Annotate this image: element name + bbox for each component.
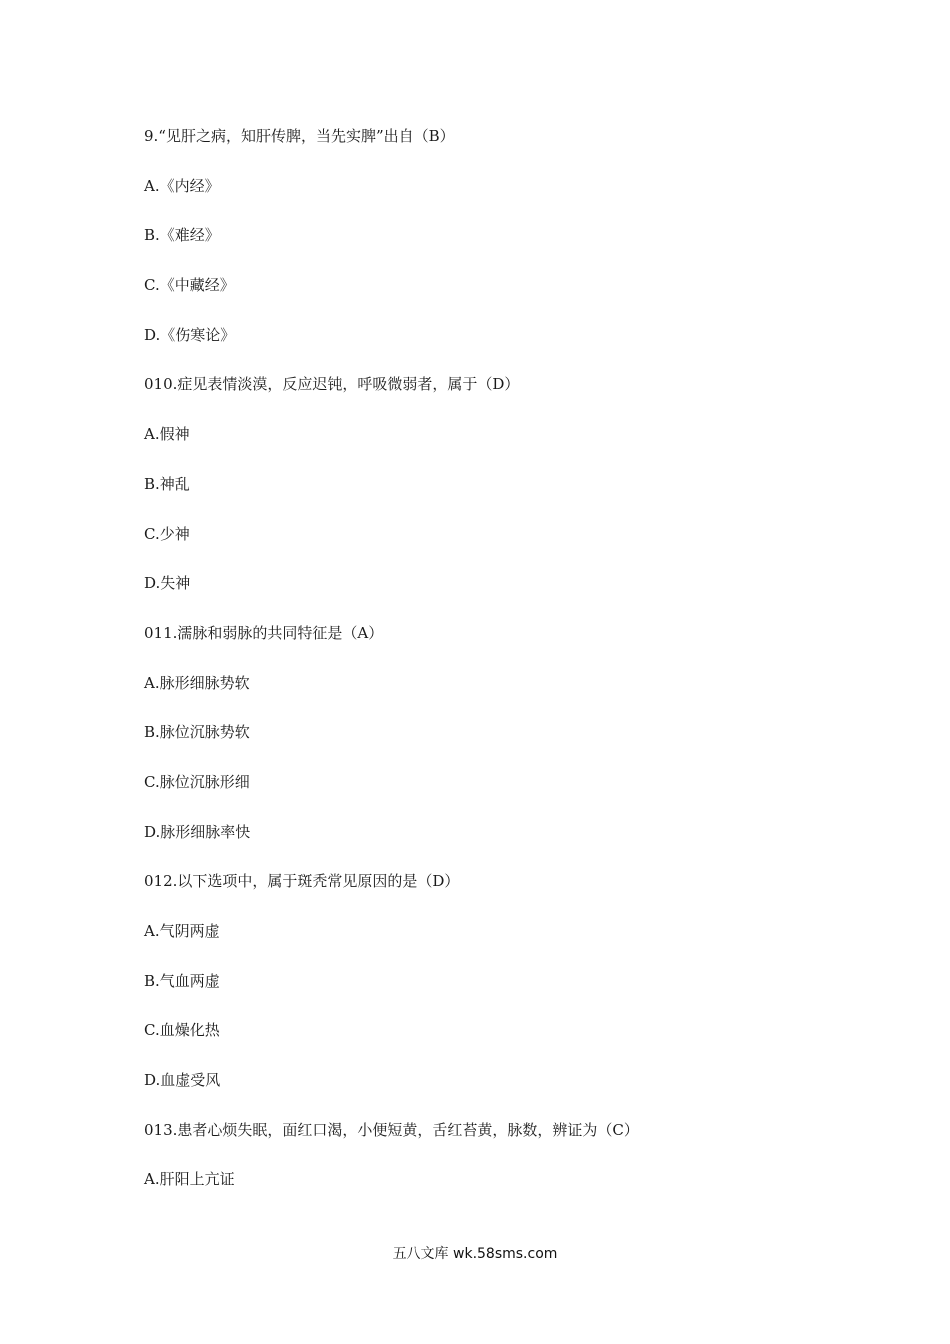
option-b: B.神乱 bbox=[144, 474, 190, 493]
option-c: C.脉位沉脉形细 bbox=[144, 772, 250, 791]
question-013: 013.患者心烦失眠，面红口渴，小便短黄，舌红苔黄，脉数，辨证为（C） bbox=[144, 1120, 639, 1139]
question-9: 9.“见肝之病，知肝传脾，当先实脾”出自（B） bbox=[144, 127, 455, 145]
option-b: B.《难经》 bbox=[144, 226, 220, 245]
option-c: C.《中藏经》 bbox=[144, 276, 235, 295]
option-d: D.失神 bbox=[144, 574, 191, 593]
option-d: D.脉形细脉率快 bbox=[144, 822, 251, 841]
option-a: A.肝阳上亢证 bbox=[144, 1170, 235, 1189]
option-d: D.血虚受风 bbox=[144, 1071, 221, 1090]
document-body bbox=[144, 122, 844, 1215]
option-b: B.脉位沉脉势软 bbox=[144, 723, 250, 742]
option-d: D.《伤寒论》 bbox=[144, 325, 236, 344]
question-011: 011.濡脉和弱脉的共同特征是（A） bbox=[144, 623, 384, 642]
option-a: A.假神 bbox=[144, 425, 190, 444]
option-a: A.脉形细脉势软 bbox=[144, 673, 250, 692]
option-a: A.《内经》 bbox=[144, 176, 220, 195]
question-012: 012.以下选项中，属于斑秃常见原因的是（D） bbox=[144, 872, 460, 891]
footer-watermark: 五八文库 wk.58sms.com bbox=[392, 1246, 558, 1262]
question-010: 010.症见表情淡漠，反应迟钝，呼吸微弱者，属于（D） bbox=[144, 375, 520, 394]
option-c: C.血燥化热 bbox=[144, 1021, 220, 1040]
option-c: C.少神 bbox=[144, 524, 190, 543]
option-a: A.气阴两虚 bbox=[144, 922, 220, 940]
option-b: B.气血两虚 bbox=[144, 971, 220, 990]
